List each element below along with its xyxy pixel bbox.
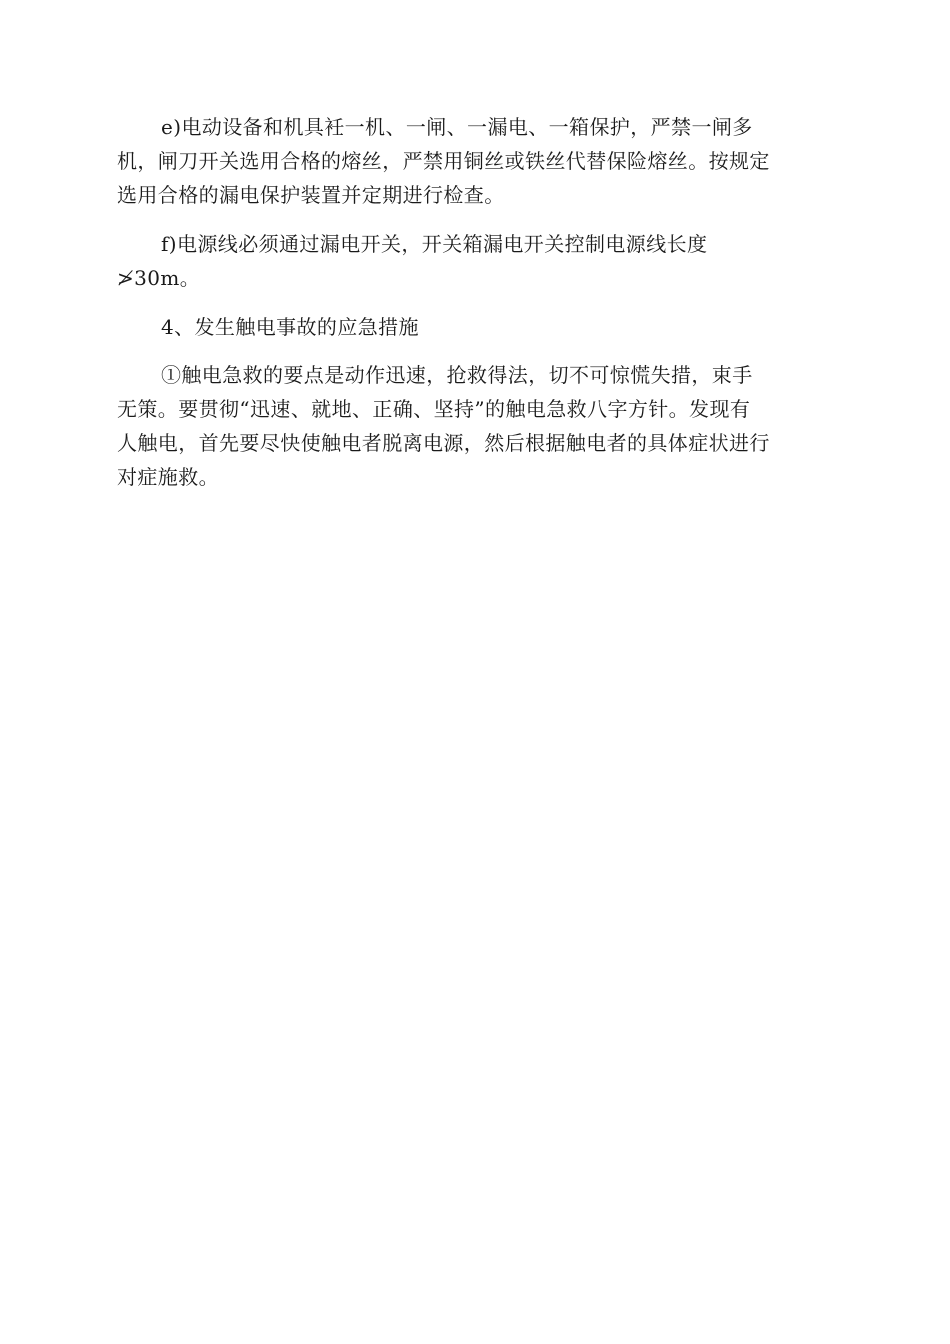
text-line: 机，闸刀开关选用合格的熔丝，严禁用铜丝或铁丝代替保险熔丝。按规定 — [117, 149, 770, 173]
section-heading-emergency-measures — [117, 310, 833, 344]
text-line: f)电源线必须通过漏电开关，开关箱漏电开关控制电源线长度 — [161, 232, 708, 256]
text-line: 选用合格的漏电保护装置并定期进行检查。 — [117, 183, 505, 207]
document-body — [117, 110, 833, 509]
text-line: 无策。要贯彻“迅速、就地、正确、坚持”的触电急救八字方针。发现有 — [117, 397, 751, 421]
text-line: ≯30m。 — [117, 266, 201, 290]
heading-text: 4、发生触电事故的应急措施 — [161, 315, 419, 339]
paragraph-item-f — [117, 227, 833, 295]
text-line: e)电动设备和机具衽一机、一闸、一漏电、一箱保护，严禁一闸多 — [161, 115, 753, 139]
text-line: 人触电，首先要尽快使触电者脱离电源，然后根据触电者的具体症状进行 — [117, 431, 770, 455]
paragraph-item-e — [117, 110, 833, 212]
text-line: ①触电急救的要点是动作迅速，抢救得法，切不可惊慌失措，束手 — [161, 363, 753, 387]
text-line: 对症施救。 — [117, 465, 219, 489]
paragraph-item-1 — [117, 358, 833, 494]
